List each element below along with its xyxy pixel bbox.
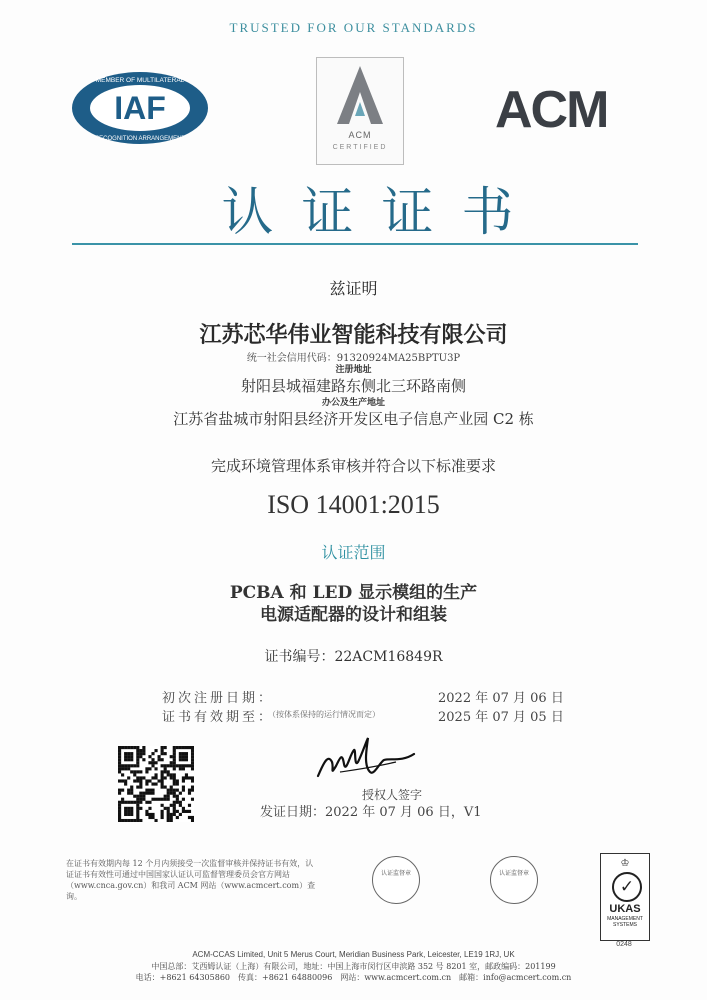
iaf-ring-bottom: RECOGNITION ARRANGEMENT bbox=[94, 136, 186, 142]
seal-1-text: 认证监督章 bbox=[380, 870, 411, 877]
acm-a-mark-icon bbox=[335, 64, 385, 126]
ukas-name: UKAS bbox=[609, 903, 641, 915]
valid-until-label: 证书有效期至： bbox=[162, 710, 275, 725]
signature bbox=[310, 732, 420, 786]
registered-address-label: 注册地址 bbox=[335, 365, 372, 375]
scope-label: 认证范围 bbox=[321, 543, 386, 562]
iaf-logo-icon bbox=[70, 70, 210, 146]
ukas-badge bbox=[600, 853, 650, 941]
acm-certified-label: CERTIFIED bbox=[332, 144, 388, 151]
crown-icon: ♔ bbox=[620, 858, 630, 869]
scope-line-2: 电源适配器的设计和组装 bbox=[260, 605, 447, 625]
certificate-title: 认证证书 bbox=[221, 183, 542, 243]
acm-logo-text: ACM bbox=[495, 81, 608, 139]
iaf-ring-top: MEMBER OF MULTILATERAL bbox=[95, 77, 185, 84]
issue-date: 发证日期：2022 年 07 月 06 日，V1 bbox=[260, 805, 482, 820]
iaf-logo bbox=[70, 70, 210, 146]
initial-registration-date: 2022 年 07 月 06 日 bbox=[438, 691, 564, 706]
hereby-certify: 兹证明 bbox=[329, 279, 378, 298]
valid-until-note: （按体系保持的运行情况而定） bbox=[268, 710, 380, 719]
standard-name: ISO 14001:2015 bbox=[267, 490, 440, 519]
trusted-tagline: TRUSTED FOR OUR STANDARDS bbox=[229, 20, 478, 35]
acm-logo bbox=[495, 82, 635, 138]
company-contact[interactable]: 电话：+8621 64305860 传真：+8621 64880096 网站：www.acmcert.com.cn 邮箱：info@acmcert.com.cn bbox=[135, 973, 572, 982]
supervision-seal-2 bbox=[490, 856, 538, 904]
usci-code: 统一社会信用代码：91320924MA25BPTU3P bbox=[246, 353, 461, 364]
scope-line-1: PCBA 和 LED 显示模组的生产 bbox=[229, 583, 478, 603]
office-address: 江苏省盐城市射阳县经济开发区电子信息产业园 C2 栋 bbox=[173, 410, 534, 428]
ukas-number: 0248 bbox=[616, 941, 632, 948]
office-address-label: 办公及生产地址 bbox=[321, 398, 385, 408]
iaf-letters: IAF bbox=[114, 90, 166, 126]
qr-code-icon bbox=[118, 746, 194, 822]
ukas-subtitle: MANAGEMENT SYSTEMS bbox=[607, 916, 643, 928]
authorized-signature-label: 授权人签字 bbox=[362, 788, 423, 802]
company-address-cn: 中国总部：艾西姆认证（上海）有限公司，地址：中国上海市闵行区申滨路 352 号 8201 室，邮政编码：201199 bbox=[151, 962, 556, 971]
signature-icon bbox=[310, 732, 420, 786]
title-divider bbox=[72, 243, 638, 245]
initial-registration-label: 初次注册日期： bbox=[162, 691, 275, 706]
compliance-statement: 完成环境管理体系审核并符合以下标准要求 bbox=[210, 457, 496, 475]
checkmark-icon: ✓ bbox=[612, 872, 642, 902]
certificate-number: 证书编号：22ACM16849R bbox=[264, 649, 443, 665]
registered-address: 射阳县城福建路东侧北三环路南侧 bbox=[240, 377, 466, 395]
supervision-seal-1 bbox=[372, 856, 420, 904]
company-name: 江苏芯华伟业智能科技有限公司 bbox=[199, 322, 508, 348]
acm-certified-badge bbox=[316, 57, 404, 165]
qr-code[interactable] bbox=[118, 746, 194, 822]
seal-2-text: 认证监督章 bbox=[498, 870, 529, 877]
valid-until-date: 2025 年 07 月 05 日 bbox=[438, 710, 564, 725]
validity-fine-print: 在证书有效期内每 12 个月内须接受一次监督审核并保持证书有效，认证证书有效性可通过中国国家认证认可监督管理委员会官方网站（www.cnca.gov.cn）和我司 ACM 网站（www.acmcert.com）查询。 bbox=[66, 859, 316, 901]
company-address-en: ACM-CCAS Limited, Unit 5 Merus Court, Meridian Business Park, Leicester, LE19 1RJ, UK bbox=[192, 950, 515, 959]
acm-certified-brand: ACM bbox=[348, 130, 372, 140]
